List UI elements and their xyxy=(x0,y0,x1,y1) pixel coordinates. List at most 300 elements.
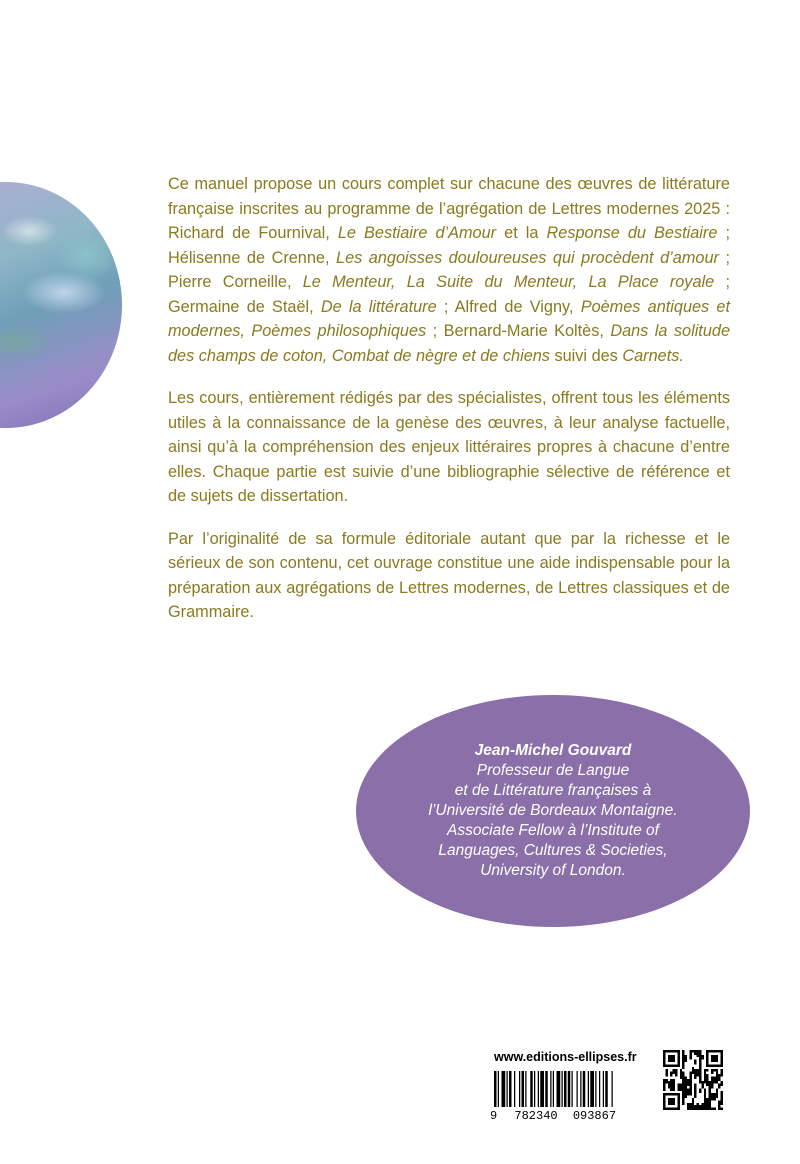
qr-module xyxy=(704,1076,706,1078)
qr-module xyxy=(682,1098,684,1100)
qr-module xyxy=(685,1096,687,1098)
qr-module xyxy=(697,1072,699,1074)
qr-module xyxy=(697,1074,699,1076)
qr-module xyxy=(682,1086,684,1088)
qr-module xyxy=(709,1103,711,1105)
work-title: Poèmes antiques et modernes, Poèmes philosophiques xyxy=(168,297,730,340)
qr-module xyxy=(706,1081,708,1083)
qr-module xyxy=(668,1057,670,1059)
qr-module xyxy=(680,1074,682,1076)
barcode-bar xyxy=(580,1071,581,1107)
qr-module xyxy=(689,1084,691,1086)
qr-module xyxy=(721,1055,723,1057)
qr-module xyxy=(699,1064,701,1066)
qr-module xyxy=(665,1108,667,1110)
qr-module xyxy=(711,1076,713,1078)
barcode-bar xyxy=(502,1071,506,1107)
qr-module xyxy=(699,1052,701,1054)
description-text: ; Pierre Corneille, xyxy=(168,248,730,291)
qr-module xyxy=(677,1057,679,1059)
qr-module xyxy=(670,1103,672,1105)
qr-module xyxy=(713,1108,715,1110)
author-bio-line: Professeur de Langue xyxy=(476,762,630,779)
qr-module xyxy=(704,1081,706,1083)
qr-module xyxy=(663,1096,665,1098)
cover-art-circle xyxy=(0,182,122,428)
qr-module xyxy=(704,1093,706,1095)
qr-module xyxy=(718,1108,720,1110)
qr-module xyxy=(689,1103,691,1105)
qr-module xyxy=(718,1050,720,1052)
barcode-bar xyxy=(557,1071,561,1107)
barcode-bar xyxy=(568,1071,571,1107)
qr-module xyxy=(713,1081,715,1083)
qr-module xyxy=(685,1076,687,1078)
barcode-bar xyxy=(564,1071,567,1107)
qr-module xyxy=(673,1088,675,1090)
qr-module xyxy=(711,1060,713,1062)
qr-module xyxy=(709,1050,711,1052)
qr-module xyxy=(682,1093,684,1095)
qr-module xyxy=(709,1100,711,1102)
qr-module xyxy=(668,1081,670,1083)
qr-module xyxy=(701,1105,703,1107)
qr-module xyxy=(663,1084,665,1086)
qr-module xyxy=(665,1050,667,1052)
qr-module xyxy=(668,1103,670,1105)
qr-module xyxy=(663,1081,665,1083)
qr-module xyxy=(668,1055,670,1057)
qr-module xyxy=(709,1088,711,1090)
barcode-bar xyxy=(540,1071,544,1107)
qr-module xyxy=(711,1084,713,1086)
qr-module xyxy=(711,1098,713,1100)
qr-module xyxy=(682,1100,684,1102)
author-bio-line: Associate Fellow à l’Institute of xyxy=(447,822,659,839)
barcode-bar xyxy=(509,1071,512,1107)
qr-module xyxy=(721,1100,723,1102)
qr-module xyxy=(706,1103,708,1105)
qr-module xyxy=(663,1079,665,1081)
qr-module xyxy=(701,1055,703,1057)
barcode-bar xyxy=(599,1071,600,1107)
qr-module xyxy=(697,1108,699,1110)
qr-module xyxy=(687,1088,689,1090)
qr-module xyxy=(665,1079,667,1081)
qr-module xyxy=(685,1081,687,1083)
qr-module xyxy=(677,1103,679,1105)
qr-module xyxy=(716,1069,718,1071)
qr-module xyxy=(721,1108,723,1110)
qr-module xyxy=(670,1064,672,1066)
qr-module xyxy=(694,1052,696,1054)
qr-module xyxy=(663,1052,665,1054)
qr-module xyxy=(692,1072,694,1074)
qr-module xyxy=(711,1050,713,1052)
isbn-number xyxy=(490,1109,656,1123)
qr-module xyxy=(699,1074,701,1076)
qr-module xyxy=(670,1050,672,1052)
qr-module xyxy=(668,1064,670,1066)
qr-module xyxy=(689,1052,691,1054)
qr-module xyxy=(704,1088,706,1090)
barcode-bar xyxy=(550,1071,551,1107)
qr-module xyxy=(716,1096,718,1098)
qr-module xyxy=(704,1098,706,1100)
qr-module xyxy=(692,1098,694,1100)
author-bio-line: Languages, Cultures & Societies, xyxy=(438,842,668,859)
qr-module xyxy=(682,1076,684,1078)
isbn-barcode xyxy=(494,1071,652,1107)
qr-module xyxy=(706,1079,708,1081)
qr-module xyxy=(680,1072,682,1074)
qr-module xyxy=(718,1076,720,1078)
qr-module xyxy=(699,1057,701,1059)
qr-module xyxy=(677,1064,679,1066)
qr-module xyxy=(711,1108,713,1110)
qr-module xyxy=(689,1105,691,1107)
qr-module xyxy=(689,1093,691,1095)
qr-code xyxy=(663,1050,723,1110)
qr-module xyxy=(699,1079,701,1081)
qr-module xyxy=(663,1050,665,1052)
qr-module xyxy=(716,1050,718,1052)
qr-module xyxy=(694,1062,696,1064)
qr-module xyxy=(716,1091,718,1093)
qr-module xyxy=(687,1091,689,1093)
qr-module xyxy=(694,1050,696,1052)
barcode-bar xyxy=(612,1071,613,1107)
author-bio-line: l’Université de Bordeaux Montaigne. xyxy=(428,802,678,819)
qr-module xyxy=(721,1052,723,1054)
qr-module xyxy=(706,1055,708,1057)
qr-module xyxy=(713,1050,715,1052)
qr-module xyxy=(716,1093,718,1095)
qr-module xyxy=(704,1069,706,1071)
qr-module xyxy=(701,1103,703,1105)
qr-module xyxy=(687,1084,689,1086)
qr-module xyxy=(699,1055,701,1057)
qr-module xyxy=(689,1072,691,1074)
qr-module xyxy=(677,1088,679,1090)
qr-module xyxy=(682,1088,684,1090)
qr-module xyxy=(687,1105,689,1107)
qr-module xyxy=(701,1108,703,1110)
qr-module xyxy=(685,1088,687,1090)
qr-module xyxy=(721,1081,723,1083)
qr-module xyxy=(687,1108,689,1110)
qr-module xyxy=(706,1105,708,1107)
qr-module xyxy=(697,1069,699,1071)
barcode-bar xyxy=(553,1071,554,1107)
qr-module xyxy=(713,1060,715,1062)
qr-module xyxy=(673,1100,675,1102)
qr-module xyxy=(665,1093,667,1095)
qr-module xyxy=(689,1088,691,1090)
qr-module xyxy=(699,1076,701,1078)
qr-module xyxy=(665,1064,667,1066)
qr-module xyxy=(711,1072,713,1074)
qr-module xyxy=(670,1060,672,1062)
qr-module xyxy=(694,1091,696,1093)
qr-module xyxy=(677,1100,679,1102)
qr-module xyxy=(689,1108,691,1110)
barcode-bar xyxy=(507,1071,508,1107)
qr-module xyxy=(677,1055,679,1057)
qr-module xyxy=(692,1103,694,1105)
qr-module xyxy=(709,1108,711,1110)
qr-module xyxy=(677,1096,679,1098)
qr-module xyxy=(701,1081,703,1083)
qr-module xyxy=(673,1093,675,1095)
qr-module xyxy=(670,1088,672,1090)
qr-module xyxy=(677,1086,679,1088)
barcode-bar xyxy=(595,1071,596,1107)
qr-module xyxy=(701,1057,703,1059)
work-title: Carnets. xyxy=(622,346,684,365)
qr-module xyxy=(706,1074,708,1076)
qr-module xyxy=(699,1108,701,1110)
qr-module xyxy=(668,1050,670,1052)
qr-module xyxy=(694,1076,696,1078)
qr-module xyxy=(699,1060,701,1062)
qr-module xyxy=(706,1052,708,1054)
qr-module xyxy=(699,1105,701,1107)
description-text: Par l’originalité de sa formule éditoriale autant que par la richesse et le sérieux de son contenu, cet ouvrage constitue une aide indispensable pour la préparation aux agrégations de Lettres modernes, de Lettres classiques et de Grammaire. xyxy=(168,529,730,621)
barcode-bar xyxy=(494,1071,497,1107)
qr-module xyxy=(718,1105,720,1107)
barcode-bar xyxy=(530,1071,533,1107)
qr-module xyxy=(716,1060,718,1062)
barcode-bar xyxy=(562,1071,563,1107)
isbn-right-group: 093867 xyxy=(572,1109,617,1123)
qr-module xyxy=(718,1103,720,1105)
barcode-bar xyxy=(588,1071,589,1107)
qr-module xyxy=(713,1096,715,1098)
qr-module xyxy=(663,1088,665,1090)
barcode-bar xyxy=(534,1071,535,1107)
qr-module xyxy=(718,1086,720,1088)
qr-module xyxy=(704,1105,706,1107)
barcode-bar xyxy=(538,1071,539,1107)
qr-module xyxy=(721,1084,723,1086)
qr-module xyxy=(704,1072,706,1074)
qr-module xyxy=(697,1050,699,1052)
qr-module xyxy=(706,1098,708,1100)
qr-module xyxy=(673,1069,675,1071)
qr-module xyxy=(682,1067,684,1069)
isbn-left-group: 782340 xyxy=(514,1109,558,1123)
qr-module xyxy=(701,1084,703,1086)
qr-module xyxy=(677,1105,679,1107)
qr-module xyxy=(673,1050,675,1052)
qr-module xyxy=(682,1057,684,1059)
qr-module xyxy=(677,1052,679,1054)
qr-module xyxy=(713,1069,715,1071)
qr-module xyxy=(706,1050,708,1052)
qr-module xyxy=(694,1108,696,1110)
barcode-bar xyxy=(525,1071,526,1107)
qr-module xyxy=(704,1091,706,1093)
qr-module xyxy=(673,1108,675,1110)
qr-module xyxy=(709,1064,711,1066)
qr-module xyxy=(673,1098,675,1100)
description-text: ; Bernard-Marie Koltès, xyxy=(426,322,611,340)
description-text: et la xyxy=(496,224,547,242)
qr-module xyxy=(709,1086,711,1088)
qr-module xyxy=(706,1108,708,1110)
qr-module xyxy=(682,1079,684,1081)
qr-module xyxy=(704,1100,706,1102)
qr-module xyxy=(711,1093,713,1095)
qr-module xyxy=(713,1093,715,1095)
work-title: Les angoisses douloureuses qui procèdent d’amour xyxy=(336,248,719,267)
qr-module xyxy=(665,1069,667,1071)
qr-module xyxy=(689,1055,691,1057)
qr-module xyxy=(670,1055,672,1057)
qr-module xyxy=(682,1050,684,1052)
qr-module xyxy=(721,1062,723,1064)
qr-module xyxy=(673,1072,675,1074)
qr-module xyxy=(675,1072,677,1074)
qr-module xyxy=(694,1069,696,1071)
qr-module xyxy=(677,1098,679,1100)
qr-module xyxy=(721,1069,723,1071)
qr-module xyxy=(699,1072,701,1074)
qr-module xyxy=(692,1069,694,1071)
description-text: suivi des xyxy=(549,346,623,365)
qr-module xyxy=(704,1103,706,1105)
qr-module xyxy=(711,1055,713,1057)
qr-module xyxy=(685,1057,687,1059)
barcode-bar xyxy=(583,1071,586,1107)
qr-module xyxy=(677,1062,679,1064)
qr-module xyxy=(699,1091,701,1093)
qr-module xyxy=(668,1084,670,1086)
description-text: Les cours, entièrement rédigés par des spécialistes, offrent tous les éléments utiles à la connaissance de la genèse des œuvres, à leur analyse factuelle, ainsi qu’à la compréhension des enjeux littéraires propres à chacune d’entre elles. Chaque partie est suivie d’une bibliographie sélective de référence et de sujets de dissertation. xyxy=(168,389,730,505)
qr-module xyxy=(670,1108,672,1110)
description-text: ; Hélisenne de Crenne, xyxy=(168,224,730,267)
qr-module xyxy=(665,1074,667,1076)
qr-module xyxy=(670,1057,672,1059)
qr-module xyxy=(689,1091,691,1093)
qr-module xyxy=(716,1081,718,1083)
qr-module xyxy=(689,1050,691,1052)
qr-module xyxy=(718,1079,720,1081)
qr-module xyxy=(697,1105,699,1107)
qr-module xyxy=(663,1055,665,1057)
qr-module xyxy=(694,1088,696,1090)
qr-module xyxy=(716,1064,718,1066)
qr-module xyxy=(668,1060,670,1062)
qr-module xyxy=(713,1055,715,1057)
qr-module xyxy=(680,1076,682,1078)
qr-module xyxy=(685,1060,687,1062)
qr-module xyxy=(716,1079,718,1081)
qr-module xyxy=(697,1055,699,1057)
qr-module xyxy=(699,1062,701,1064)
qr-module xyxy=(682,1081,684,1083)
qr-module xyxy=(687,1081,689,1083)
publisher-website: www.editions-ellipses.fr xyxy=(494,1050,637,1064)
qr-module xyxy=(716,1055,718,1057)
qr-module xyxy=(699,1067,701,1069)
qr-module xyxy=(709,1084,711,1086)
qr-module xyxy=(689,1079,691,1081)
barcode-bar xyxy=(590,1071,594,1107)
qr-module xyxy=(680,1088,682,1090)
barcode-bar xyxy=(603,1071,604,1107)
qr-module xyxy=(682,1091,684,1093)
qr-module xyxy=(721,1103,723,1105)
qr-module xyxy=(694,1072,696,1074)
qr-module xyxy=(706,1084,708,1086)
description-paragraph xyxy=(168,527,730,625)
qr-module xyxy=(721,1050,723,1052)
qr-module xyxy=(711,1064,713,1066)
qr-module xyxy=(685,1091,687,1093)
qr-module xyxy=(699,1081,701,1083)
qr-module xyxy=(670,1100,672,1102)
qr-module xyxy=(709,1105,711,1107)
qr-module xyxy=(711,1057,713,1059)
qr-module xyxy=(685,1084,687,1086)
qr-module xyxy=(668,1100,670,1102)
qr-module xyxy=(721,1074,723,1076)
qr-module xyxy=(709,1093,711,1095)
barcode-bar xyxy=(605,1071,608,1107)
qr-module xyxy=(706,1076,708,1078)
qr-module xyxy=(711,1079,713,1081)
qr-module xyxy=(670,1079,672,1081)
qr-module xyxy=(682,1052,684,1054)
qr-module xyxy=(692,1050,694,1052)
work-title: De la littérature xyxy=(320,297,437,316)
qr-module xyxy=(721,1096,723,1098)
qr-module xyxy=(670,1081,672,1083)
qr-module xyxy=(673,1060,675,1062)
qr-module xyxy=(709,1098,711,1100)
qr-module xyxy=(677,1060,679,1062)
qr-module xyxy=(692,1108,694,1110)
author-bio-bubble xyxy=(356,695,750,927)
qr-module xyxy=(682,1055,684,1057)
qr-module xyxy=(713,1079,715,1081)
qr-module xyxy=(677,1108,679,1110)
qr-module xyxy=(694,1084,696,1086)
qr-module xyxy=(713,1057,715,1059)
qr-module xyxy=(694,1060,696,1062)
qr-module xyxy=(716,1057,718,1059)
work-title: Le Bestiaire d’Amour xyxy=(337,224,497,242)
qr-module xyxy=(721,1060,723,1062)
qr-module xyxy=(694,1093,696,1095)
qr-module xyxy=(682,1103,684,1105)
qr-module xyxy=(711,1081,713,1083)
qr-module xyxy=(682,1062,684,1064)
qr-module xyxy=(692,1105,694,1107)
qr-module xyxy=(673,1057,675,1059)
qr-module xyxy=(685,1055,687,1057)
work-title: Le Menteur, La Suite du Menteur, La Place royale xyxy=(302,273,715,291)
qr-module xyxy=(663,1057,665,1059)
qr-module xyxy=(687,1103,689,1105)
qr-module xyxy=(665,1081,667,1083)
qr-module xyxy=(665,1072,667,1074)
qr-module xyxy=(673,1084,675,1086)
qr-module xyxy=(697,1052,699,1054)
qr-module xyxy=(682,1064,684,1066)
